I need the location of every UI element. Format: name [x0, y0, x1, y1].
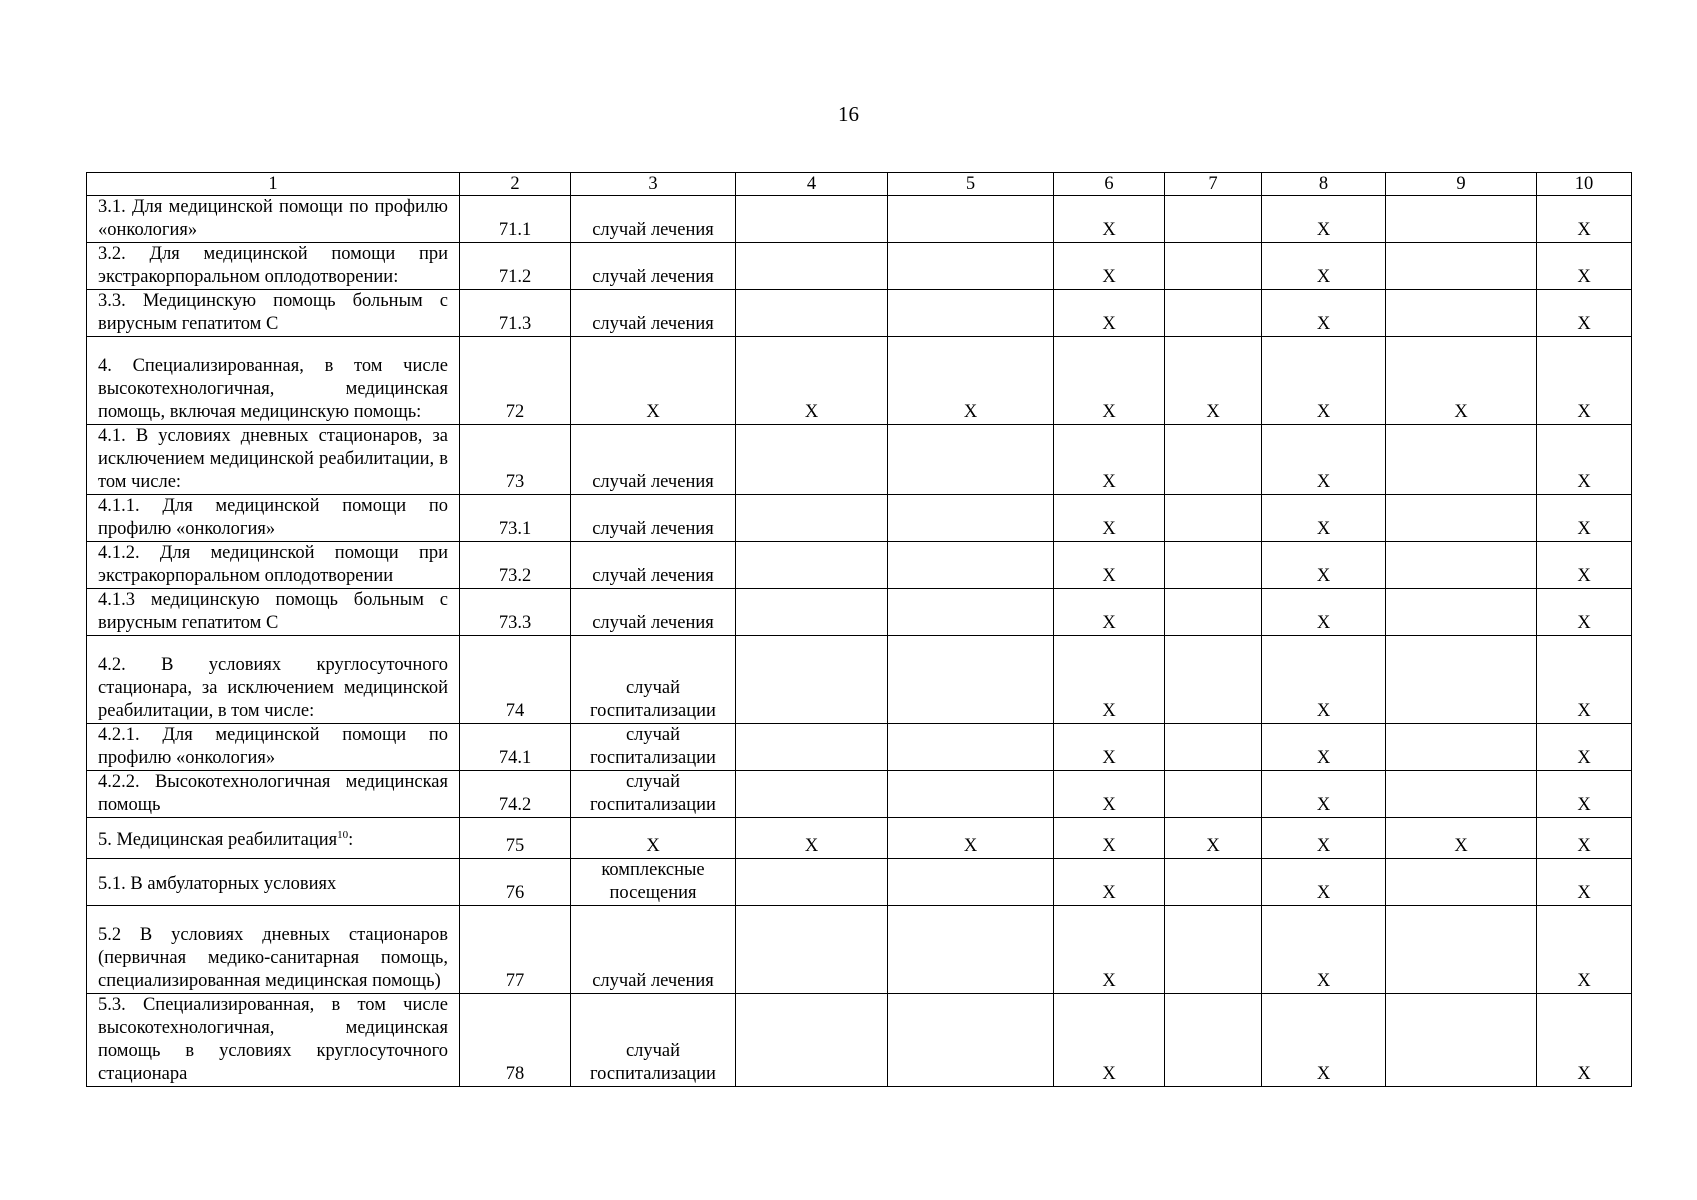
column-header: 2: [460, 173, 571, 196]
cell-col-4: [736, 196, 888, 243]
cell-col-4: [736, 290, 888, 337]
cell-col-4: [736, 994, 888, 1087]
cell-col-7: [1165, 425, 1262, 495]
cell-col-10: Х: [1537, 906, 1632, 994]
row-description-text: 4.1. В условиях дневных стационаров, за исключением медицинской реабилитации, в том числе:: [98, 426, 448, 492]
cell-col-5: [888, 994, 1054, 1087]
column-header: 9: [1386, 173, 1537, 196]
cell-col-7: [1165, 542, 1262, 589]
row-description: [87, 771, 460, 818]
cell-col-9: [1386, 589, 1537, 636]
cell-col-4: [736, 542, 888, 589]
cell-col-7: [1165, 906, 1262, 994]
cell-col-8: Х: [1262, 542, 1386, 589]
cell-col-8: Х: [1262, 724, 1386, 771]
cell-col-7: Х: [1165, 818, 1262, 859]
unit-of-measure: Х: [571, 337, 736, 425]
row-description-text: 5.2 В условиях дневных стационаров (первичная медико-санитарная помощь, специализированная медицинская помощь): [98, 925, 448, 991]
footnote-marker: 10: [337, 828, 349, 841]
row-description-text: 3.1. Для медицинской помощи по профилю «онкология»: [98, 197, 448, 240]
row-description-text: 5.1. В амбулаторных условиях: [98, 873, 337, 894]
cell-col-7: [1165, 994, 1262, 1087]
cell-col-10: Х: [1537, 196, 1632, 243]
row-description-text: 4.1.2. Для медицинской помощи при экстракорпоральном оплодотворении: [98, 543, 448, 586]
row-description: [87, 495, 460, 542]
column-header: 5: [888, 173, 1054, 196]
table-row: [87, 859, 1632, 906]
cell-col-10: Х: [1537, 290, 1632, 337]
row-description-text: 5.3. Специализированная, в том числе высокотехнологичная, медицинская помощь в условиях круглосуточного стационара: [98, 995, 448, 1084]
cell-col-5: [888, 906, 1054, 994]
cell-col-9: [1386, 243, 1537, 290]
cell-col-5: [888, 425, 1054, 495]
cell-col-4: [736, 425, 888, 495]
cell-col-5: [888, 243, 1054, 290]
cell-col-5: [888, 636, 1054, 724]
cell-col-7: [1165, 196, 1262, 243]
cell-col-4: Х: [736, 818, 888, 859]
cell-col-5: [888, 859, 1054, 906]
cell-col-9: [1386, 994, 1537, 1087]
cell-col-10: Х: [1537, 542, 1632, 589]
row-description: [87, 290, 460, 337]
cell-col-9: [1386, 542, 1537, 589]
table-row: [87, 495, 1632, 542]
cell-col-6: Х: [1054, 771, 1165, 818]
unit-of-measure: случай госпитализации: [571, 771, 736, 818]
cell-col-4: [736, 243, 888, 290]
cell-col-8: Х: [1262, 243, 1386, 290]
table-row: [87, 771, 1632, 818]
cell-col-9: [1386, 724, 1537, 771]
cell-col-9: [1386, 636, 1537, 724]
row-description-text: 3.3. Медицинскую помощь больным с вирусным гепатитом С: [98, 291, 448, 334]
cell-col-4: [736, 589, 888, 636]
row-description-text: 4.1.1. Для медицинской помощи по профилю «онкология»: [98, 496, 448, 539]
column-header: 1: [87, 173, 460, 196]
unit-of-measure: случай лечения: [571, 589, 736, 636]
row-code: 76: [460, 859, 571, 906]
cell-col-10: Х: [1537, 818, 1632, 859]
row-code: 71.3: [460, 290, 571, 337]
cell-col-5: [888, 196, 1054, 243]
cell-col-10: Х: [1537, 243, 1632, 290]
cell-col-4: [736, 859, 888, 906]
cell-col-9: [1386, 196, 1537, 243]
cell-col-9: [1386, 906, 1537, 994]
row-code: 72: [460, 337, 571, 425]
cell-col-8: Х: [1262, 589, 1386, 636]
row-description: [87, 196, 460, 243]
cell-col-6: Х: [1054, 495, 1165, 542]
table-row: [87, 425, 1632, 495]
cell-col-5: [888, 290, 1054, 337]
cell-col-6: Х: [1054, 243, 1165, 290]
cell-col-4: [736, 636, 888, 724]
row-code: 74: [460, 636, 571, 724]
cell-col-6: Х: [1054, 542, 1165, 589]
cell-col-6: Х: [1054, 290, 1165, 337]
row-code: 74.2: [460, 771, 571, 818]
row-code: 74.1: [460, 724, 571, 771]
row-code: 75: [460, 818, 571, 859]
row-description: [87, 425, 460, 495]
row-description-suffix: :: [348, 829, 354, 850]
table-row: [87, 290, 1632, 337]
cell-col-4: [736, 771, 888, 818]
column-header: 7: [1165, 173, 1262, 196]
cell-col-5: [888, 771, 1054, 818]
row-description-text: 5. Медицинская реабилитация: [98, 829, 338, 850]
header-row: [87, 173, 1632, 196]
cell-col-10: Х: [1537, 425, 1632, 495]
cell-col-8: Х: [1262, 337, 1386, 425]
cell-col-8: Х: [1262, 495, 1386, 542]
row-description: [87, 337, 460, 425]
row-description: [87, 994, 460, 1087]
unit-of-measure: случай госпитализации: [571, 724, 736, 771]
table-row: [87, 636, 1632, 724]
unit-of-measure: случай лечения: [571, 906, 736, 994]
cell-col-8: Х: [1262, 636, 1386, 724]
cell-col-10: Х: [1537, 495, 1632, 542]
cell-col-7: [1165, 495, 1262, 542]
cell-col-8: Х: [1262, 994, 1386, 1087]
column-header: 10: [1537, 173, 1632, 196]
table-row: [87, 243, 1632, 290]
cell-col-10: Х: [1537, 337, 1632, 425]
cell-col-6: Х: [1054, 818, 1165, 859]
row-code: 73.2: [460, 542, 571, 589]
column-header: 3: [571, 173, 736, 196]
table-row: [87, 906, 1632, 994]
cell-col-8: Х: [1262, 290, 1386, 337]
column-header: 6: [1054, 173, 1165, 196]
cell-col-5: Х: [888, 337, 1054, 425]
row-description: [87, 906, 460, 994]
table-row: [87, 724, 1632, 771]
cell-col-7: [1165, 636, 1262, 724]
cell-col-9: [1386, 425, 1537, 495]
cell-col-8: Х: [1262, 906, 1386, 994]
cell-col-8: Х: [1262, 196, 1386, 243]
unit-of-measure: случай лечения: [571, 290, 736, 337]
row-description: [87, 589, 460, 636]
cell-col-5: [888, 724, 1054, 771]
cell-col-10: Х: [1537, 994, 1632, 1087]
cell-col-6: Х: [1054, 196, 1165, 243]
cell-col-6: Х: [1054, 906, 1165, 994]
cell-col-7: [1165, 859, 1262, 906]
table-row: [87, 818, 1632, 859]
row-code: 73.1: [460, 495, 571, 542]
cell-col-6: Х: [1054, 425, 1165, 495]
cell-col-8: Х: [1262, 859, 1386, 906]
row-description: [87, 818, 460, 859]
row-code: 73.3: [460, 589, 571, 636]
row-description-text: 4.2.1. Для медицинской помощи по профилю «онкология»: [98, 725, 448, 768]
unit-of-measure: случай лечения: [571, 542, 736, 589]
cell-col-10: Х: [1537, 859, 1632, 906]
row-code: 78: [460, 994, 571, 1087]
cell-col-9: [1386, 859, 1537, 906]
cell-col-6: Х: [1054, 337, 1165, 425]
row-description: [87, 724, 460, 771]
unit-of-measure: случай госпитализации: [571, 636, 736, 724]
cell-col-9: [1386, 771, 1537, 818]
row-code: 71.2: [460, 243, 571, 290]
cell-col-9: [1386, 290, 1537, 337]
cell-col-4: [736, 724, 888, 771]
cell-col-4: [736, 906, 888, 994]
cell-col-7: [1165, 724, 1262, 771]
cell-col-5: Х: [888, 818, 1054, 859]
column-header: 4: [736, 173, 888, 196]
row-code: 71.1: [460, 196, 571, 243]
table-row: [87, 589, 1632, 636]
cell-col-5: [888, 589, 1054, 636]
cell-col-7: [1165, 589, 1262, 636]
unit-of-measure: Х: [571, 818, 736, 859]
row-code: 77: [460, 906, 571, 994]
table-row: [87, 196, 1632, 243]
row-description-text: 3.2. Для медицинской помощи при экстракорпоральном оплодотворении:: [98, 244, 448, 287]
cell-col-9: Х: [1386, 818, 1537, 859]
cell-col-10: Х: [1537, 636, 1632, 724]
unit-of-measure: случай лечения: [571, 196, 736, 243]
cell-col-8: Х: [1262, 818, 1386, 859]
unit-of-measure: случай госпитализации: [571, 994, 736, 1087]
cell-col-4: [736, 495, 888, 542]
unit-of-measure: случай лечения: [571, 425, 736, 495]
row-description-text: 4. Специализированная, в том числе высокотехнологичная, медицинская помощь, включая медицинскую помощь:: [98, 356, 448, 422]
cell-col-7: Х: [1165, 337, 1262, 425]
row-description: [87, 542, 460, 589]
unit-of-measure: случай лечения: [571, 243, 736, 290]
cell-col-5: [888, 495, 1054, 542]
row-description-text: 4.1.3 медицинскую помощь больным с вирусным гепатитом С: [98, 590, 448, 633]
data-table: [86, 172, 1632, 1087]
page-number: 16: [838, 102, 859, 126]
cell-col-10: Х: [1537, 771, 1632, 818]
row-description: [87, 859, 460, 906]
unit-of-measure: случай лечения: [571, 495, 736, 542]
cell-col-7: [1165, 243, 1262, 290]
cell-col-8: Х: [1262, 771, 1386, 818]
row-description: [87, 243, 460, 290]
column-header: 8: [1262, 173, 1386, 196]
table-row: [87, 542, 1632, 589]
unit-of-measure: комплексные посещения: [571, 859, 736, 906]
cell-col-7: [1165, 290, 1262, 337]
cell-col-9: [1386, 495, 1537, 542]
row-description: [87, 636, 460, 724]
cell-col-9: Х: [1386, 337, 1537, 425]
cell-col-10: Х: [1537, 589, 1632, 636]
cell-col-6: Х: [1054, 859, 1165, 906]
table-row: [87, 994, 1632, 1087]
cell-col-6: Х: [1054, 589, 1165, 636]
cell-col-8: Х: [1262, 425, 1386, 495]
cell-col-5: [888, 542, 1054, 589]
cell-col-4: Х: [736, 337, 888, 425]
cell-col-10: Х: [1537, 724, 1632, 771]
row-description-text: 4.2. В условиях круглосуточного стационара, за исключением медицинской реабилитации, в том числе:: [98, 655, 448, 721]
row-description-text: 4.2.2. Высокотехнологичная медицинская помощь: [98, 772, 448, 815]
cell-col-6: Х: [1054, 994, 1165, 1087]
cell-col-6: Х: [1054, 724, 1165, 771]
table-row: [87, 337, 1632, 425]
cell-col-6: Х: [1054, 636, 1165, 724]
cell-col-7: [1165, 771, 1262, 818]
row-code: 73: [460, 425, 571, 495]
